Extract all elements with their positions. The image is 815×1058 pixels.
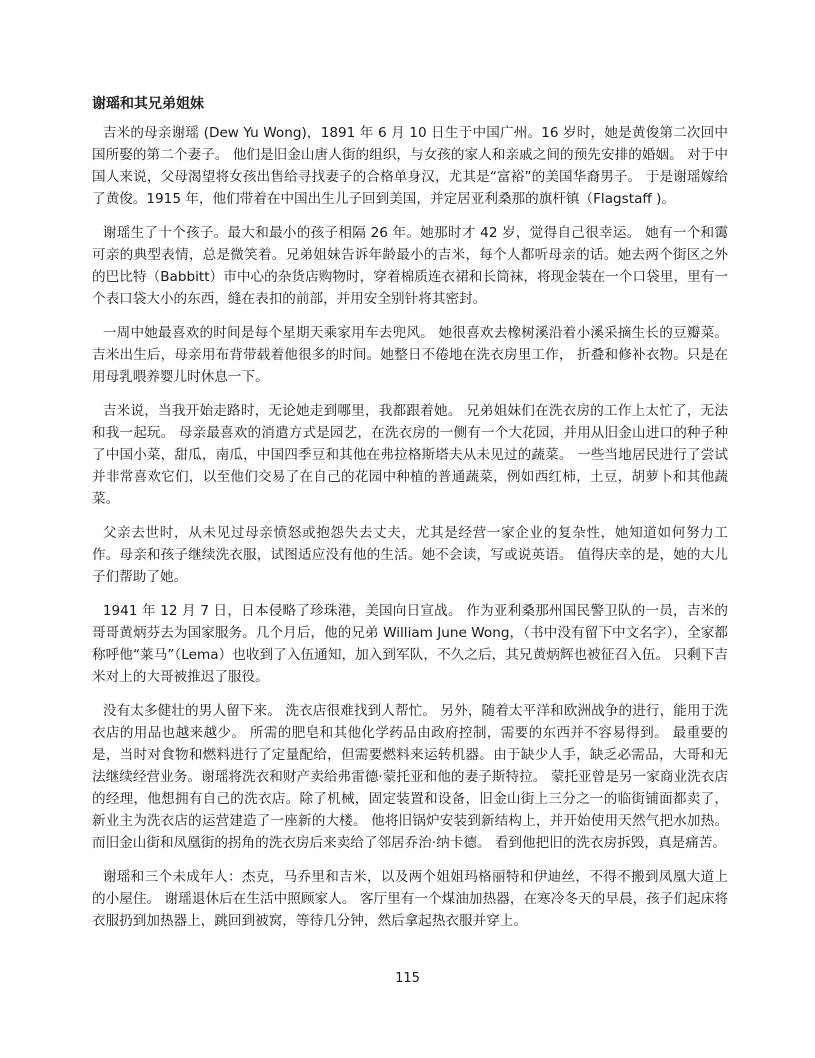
document-page [92,94,728,944]
paragraph: 谢瑶和三个未成年人：杰克，马乔里和吉米，以及两个姐姐玛格丽特和伊迪丝，不得不搬到凤凰大道上的小屋住。 谢瑶退休后在生活中照顾家人。 客厅里有一个煤油加热器，在寒冷冬天的早晨，孩子们起床将衣服扔到加热器上，跳回到被窝，等待几分钟，然后拿起热衣服并穿上。 [92,869,728,929]
paragraph: 没有太多健壮的男人留下来。 洗衣店很难找到人帮忙。 另外，随着太平洋和欧洲战争的进行，能用于洗衣店的用品也越来越少。 所需的肥皂和其他化学药品由政府控制，需要的东西并不容易得到。 最重要的是，当时对食物和燃料进行了定量配给，但需要燃料来运转机器。由于缺少人手，缺乏必需品，大哥和无法继续经营业务。谢瑶将洗衣和财产卖给弗雷德·蒙托亚和他的妻子斯特拉。 蒙托亚曾是另一家商业洗衣店的经理，他想拥有自己的洗衣店。除了机械，固定装置和设备，旧金山街上三分之一的临街铺面都卖了，新业主为洗衣店的运营建造了一座新的大楼。 他将旧锅炉安装到新结构上，并开始使用天然气把水加热。 而旧金山街和凤凰街的拐角的洗衣房后来卖给了邻居乔治·纳卡德。 看到他把旧的洗衣房拆毁，真是痛苦。 [92,703,728,851]
paragraph: 1941 年 12 月 7 日，日本侵略了珍珠港，美国向日宣战。 作为亚利桑那州国民警卫队的一员，吉米的哥哥黄炳芬去为国家服务。几个月后，他的兄弟 William June Wong，（书中没有留下中文名字），全家都称呼他“莱马”（Lema）也收到了入伍通知，加入到军队，不久之后，其兄黄炳辉也被征召入伍。 只剩下吉米对上的大哥被推迟了服役。 [92,603,728,685]
page-number: 115 [395,971,420,986]
paragraph: 吉米的母亲谢瑶 (Dew Yu Wong)，1891 年 6 月 10 日生于中国广州。16 岁时，她是黄俊第二次回中国所娶的第二个妻子。 他们是旧金山唐人街的组织，与女孩的家人和亲戚之间的预先安排的婚姻。 对于中国人来说，父母渴望将女孩出售给寻找妻子的合格单身汉，尤其是“富裕”的美国华裔男子。 于是谢瑶嫁给了黄俊。1915 年，他们带着在中国出生儿子回到美国，并定居亚利桑那的旗杆镇（Flagstaff )。 [92,125,728,207]
paragraph: 父亲去世时，从未见过母亲愤怒或抱怨失去丈夫，尤其是经营一家企业的复杂性，她知道如何努力工作。母亲和孩子继续洗衣服，试图适应没有他的生活。她不会读，写或说英语。 值得庆幸的是，她的大儿子们帮助了她。 [92,525,728,585]
paragraph: 一周中她最喜欢的时间是每个星期天乘家用车去兜风。 她很喜欢去橡树溪沿着小溪采摘生长的豆瓣菜。 吉米出生后，母亲用布背带载着他很多的时间。她整日不倦地在洗衣房里工作， 折叠和修补衣物。只是在用母乳喂养婴儿时休息一下。 [92,325,728,385]
paragraph: 谢瑶生了十个孩子。最大和最小的孩子相隔 26 年。她那时才 42 岁，觉得自己很幸运。 她有一个和霭可亲的典型表情，总是微笑着。兄弟姐妹告诉年龄最小的吉米，每个人都听母亲的话。她去两个街区之外的巴比特（Babbitt）市中心的杂货店购物时，穿着棉质连衣裙和长筒袜，将现金装在一个口袋里，里有一个表口袋大小的东西，缝在表扣的前部，并用安全别针将其密封。 [92,225,728,307]
paragraph: 吉米说，当我开始走路时，无论她走到哪里，我都跟着她。 兄弟姐妹们在洗衣房的工作上太忙了，无法和我一起玩。 母亲最喜欢的消遣方式是园艺，在洗衣房的一侧有一个大花园，并用从旧金山进口的种子种了中国小菜，甜瓜，南瓜，中国四季豆和其他在弗拉格斯塔夫从未见过的蔬菜。 一些当地居民进行了尝试并非常喜欢它们，以至他们交易了在自己的花园中种植的普通蔬菜，例如西红柿，土豆，胡萝卜和其他蔬菜。 [92,403,728,507]
section-title: 谢瑶和其兄弟姐妹 [92,96,204,112]
